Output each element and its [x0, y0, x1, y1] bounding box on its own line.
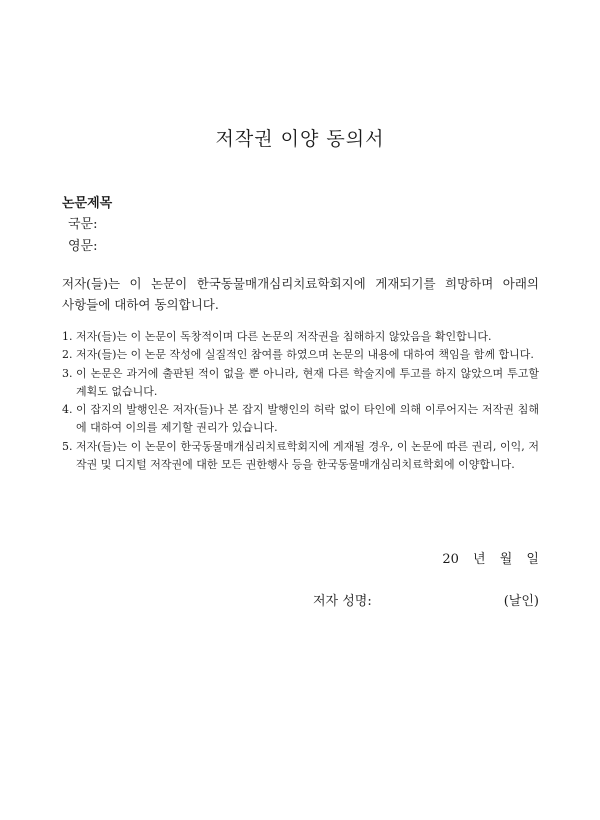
author-name-label: 저자 성명:	[313, 594, 372, 609]
korean-title-field-label: 국문:	[68, 217, 98, 232]
term-text: 이 잡지의 발행인은 저자(들)나 본 잡지 발행인의 허락 없이 타인에 의해 이루어지는 저작권 침해에 대하여 이의를 제기할 권리가 있습니다.	[76, 403, 539, 435]
intro-line-2: 사항들에 대하여 동의합니다.	[62, 297, 219, 312]
paper-title-label: 논문제목	[62, 196, 113, 211]
seal-label: (날인)	[503, 594, 539, 609]
date-line: 20 년 월 일	[442, 552, 539, 567]
term-number: 1.	[62, 330, 73, 343]
english-title-field-label: 영문:	[68, 239, 98, 254]
document-title: 저작권 이양 동의서	[215, 128, 385, 150]
term-text: 저자(들)는 이 논문 작성에 실질적인 참여를 하였으며 논문의 내용에 대하여 책임을 함께 합니다.	[76, 348, 534, 362]
term-number: 5.	[62, 439, 73, 453]
intro-paragraph	[62, 273, 539, 315]
list-item	[62, 346, 539, 364]
terms-list	[62, 328, 539, 474]
term-number: 3.	[62, 366, 73, 380]
list-item	[62, 365, 539, 402]
term-text: 이 논문은 과거에 출판된 적이 없을 뿐 아니라, 현재 다른 학술지에 투고를 하지 않았으며 투고할 계획도 없습니다.	[76, 366, 539, 398]
term-text: 저자(들)는 이 논문이 한국동물매개심리치료학회지에 게재될 경우, 이 논문에 따른 권리, 이익, 저작권 및 디지털 저작권에 대한 모든 권한행사 등을 한국동물매개심리치료학회에 이양합니다.	[76, 439, 539, 472]
term-number: 2.	[62, 348, 73, 362]
list-item	[62, 328, 539, 346]
intro-line-1: 저자(들)는 이 논문이 한국동물매개심리치료학회지에 게재되기를 희망하며 아래의	[62, 276, 539, 291]
list-item	[62, 401, 539, 438]
term-text: 저자(들)는 이 논문이 독창적이며 다른 논문의 저작권을 침해하지 않았음을 확인합니다.	[76, 330, 492, 343]
term-number: 4.	[62, 403, 73, 417]
list-item	[62, 438, 539, 475]
